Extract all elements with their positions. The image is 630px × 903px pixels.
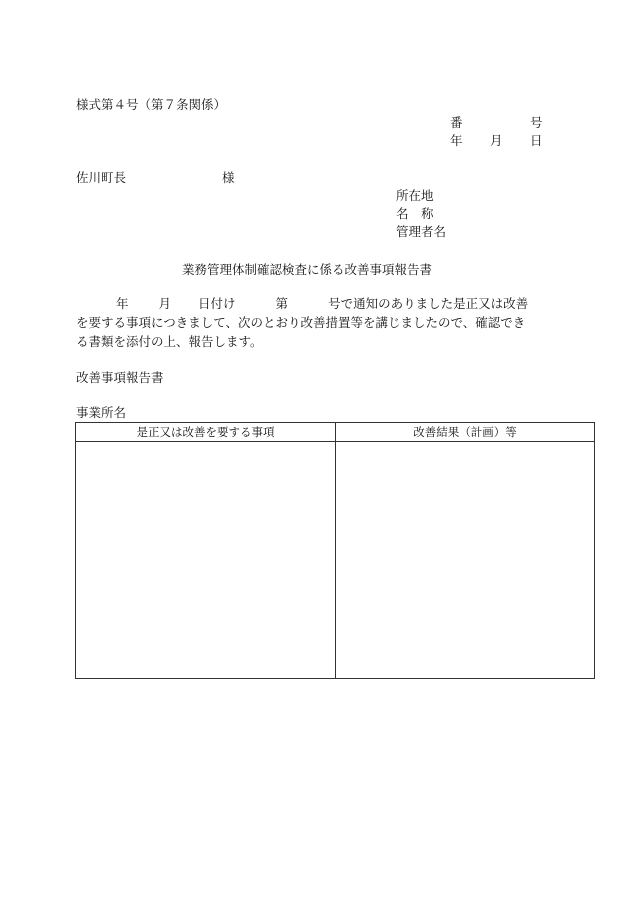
table-header-results: 改善結果（計画）等 bbox=[336, 423, 595, 442]
applicant-name-label: 名 称 bbox=[396, 206, 434, 221]
section-title: 改善事項報告書 bbox=[76, 370, 164, 385]
body-year: 年 bbox=[116, 296, 129, 311]
issues-cell[interactable] bbox=[76, 442, 336, 679]
addressee-honorific: 様 bbox=[222, 170, 235, 185]
body-line-2: を要する事項につきまして、次のとおり改善措置等を講じましたので、確認でき bbox=[76, 315, 526, 330]
document-number-label: 番 bbox=[450, 115, 463, 130]
body-line-3: る書類を添付の上、報告します。 bbox=[76, 334, 263, 349]
body-line-1 bbox=[76, 294, 576, 313]
office-name-label: 事業所名 bbox=[76, 405, 127, 420]
applicant-address-label: 所在地 bbox=[396, 188, 434, 203]
body-dated: 日付け bbox=[198, 296, 236, 311]
improvement-report-table bbox=[75, 422, 595, 679]
applicant-manager-label: 管理者名 bbox=[396, 224, 447, 239]
document-number-suffix: 号 bbox=[530, 115, 543, 130]
date-day-label: 日 bbox=[530, 133, 543, 148]
table-header-row bbox=[76, 423, 595, 442]
body-month: 月 bbox=[158, 296, 172, 311]
results-cell[interactable] bbox=[336, 442, 595, 679]
body-dai: 第 bbox=[275, 296, 289, 311]
addressee-name: 佐川町長 bbox=[76, 170, 127, 185]
body-line-1-rest: 号で通知のありました是正又は改善 bbox=[328, 296, 529, 311]
document-title: 業務管理体制確認検査に係る改善事項報告書 bbox=[182, 262, 433, 277]
date-month-label: 月 bbox=[490, 133, 503, 148]
table-header-issues: 是正又は改善を要する事項 bbox=[76, 423, 336, 442]
table-row bbox=[76, 442, 595, 679]
body-paragraph bbox=[76, 294, 576, 351]
date-year-label: 年 bbox=[450, 133, 463, 148]
form-number-label: 様式第４号（第７条関係） bbox=[76, 97, 227, 112]
